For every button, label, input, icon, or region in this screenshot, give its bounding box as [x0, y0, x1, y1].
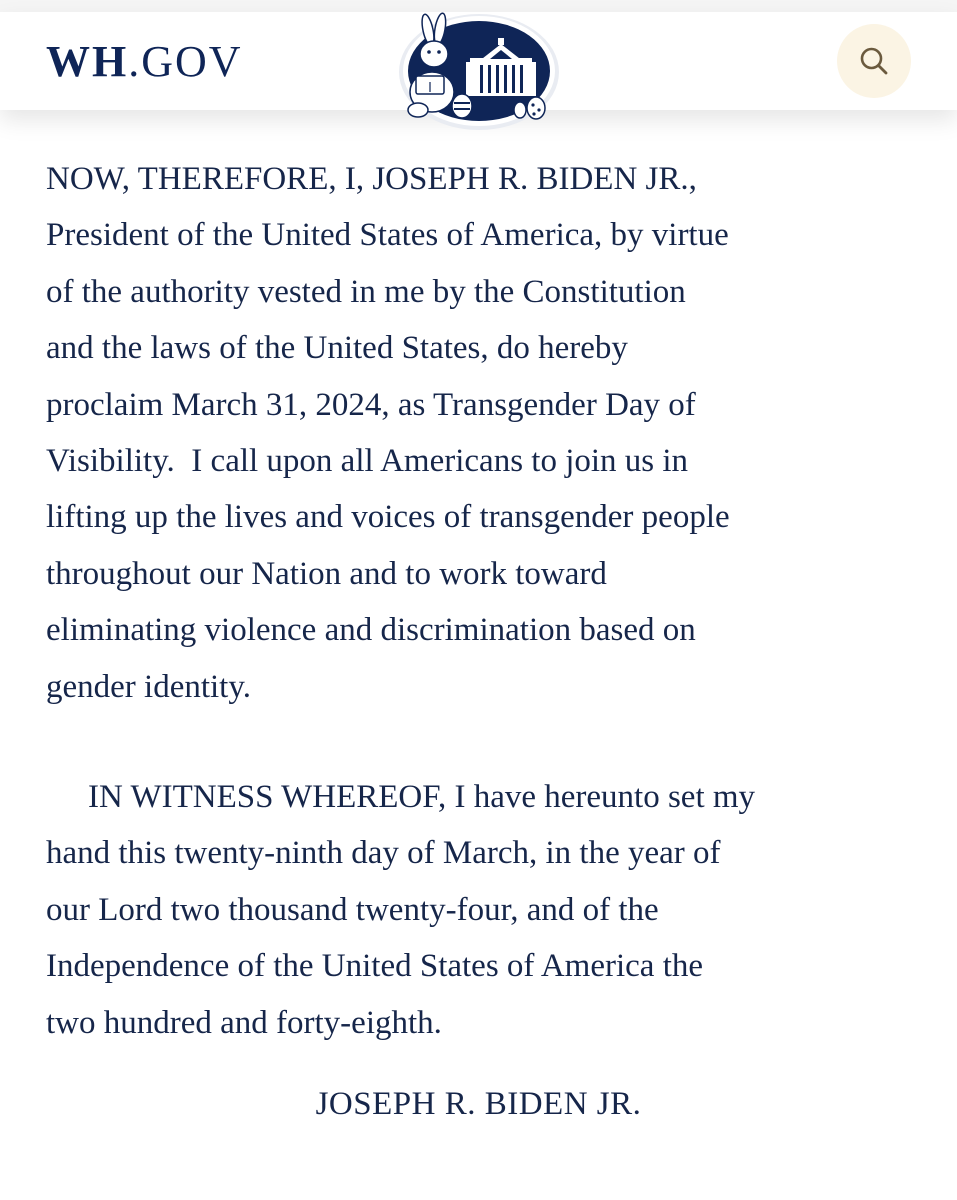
proclamation-paragraph-2	[46, 769, 926, 1051]
text-line: proclaim March 31, 2024, as Transgender Day of	[46, 386, 696, 423]
text-line: eliminating violence and discrimination based on	[46, 612, 696, 649]
search-icon	[858, 45, 890, 77]
text-line: lifting up the lives and voices of transgender people	[46, 499, 730, 536]
text-line: and the laws of the United States, do hereby	[46, 330, 628, 367]
text-line: President of the United States of America, by virtue	[46, 217, 729, 254]
proclamation-paragraph-1	[46, 151, 926, 715]
text-line: NOW, THEREFORE, I, JOSEPH R. BIDEN JR.,	[46, 161, 697, 197]
text-line: throughout our Nation and to work toward	[46, 555, 607, 592]
text-line: of the authority vested in me by the Constitution	[46, 273, 686, 310]
text-line: our Lord two thousand twenty-four, and of the	[46, 891, 659, 928]
proclamation-body	[46, 151, 926, 1051]
search-button[interactable]	[837, 24, 911, 98]
brand-wh: WH	[46, 37, 129, 86]
signature: JOSEPH R. BIDEN JR.	[315, 1086, 642, 1122]
text-line: Visibility. I call upon all Americans to join us in	[46, 443, 689, 480]
text-line: Independence of the United States of America the	[46, 948, 704, 985]
brand-gov: .GOV	[128, 37, 243, 86]
text-line: two hundred and forty-eighth.	[46, 1004, 442, 1041]
site-logo-link[interactable]	[46, 37, 243, 87]
easter-bunny-white-house-seal-icon[interactable]	[398, 10, 560, 132]
text-line: IN WITNESS WHEREOF, I have hereunto set my	[88, 779, 756, 816]
text-line: gender identity.	[46, 668, 251, 705]
text-line: hand this twenty-ninth day of March, in the year of	[46, 835, 721, 872]
